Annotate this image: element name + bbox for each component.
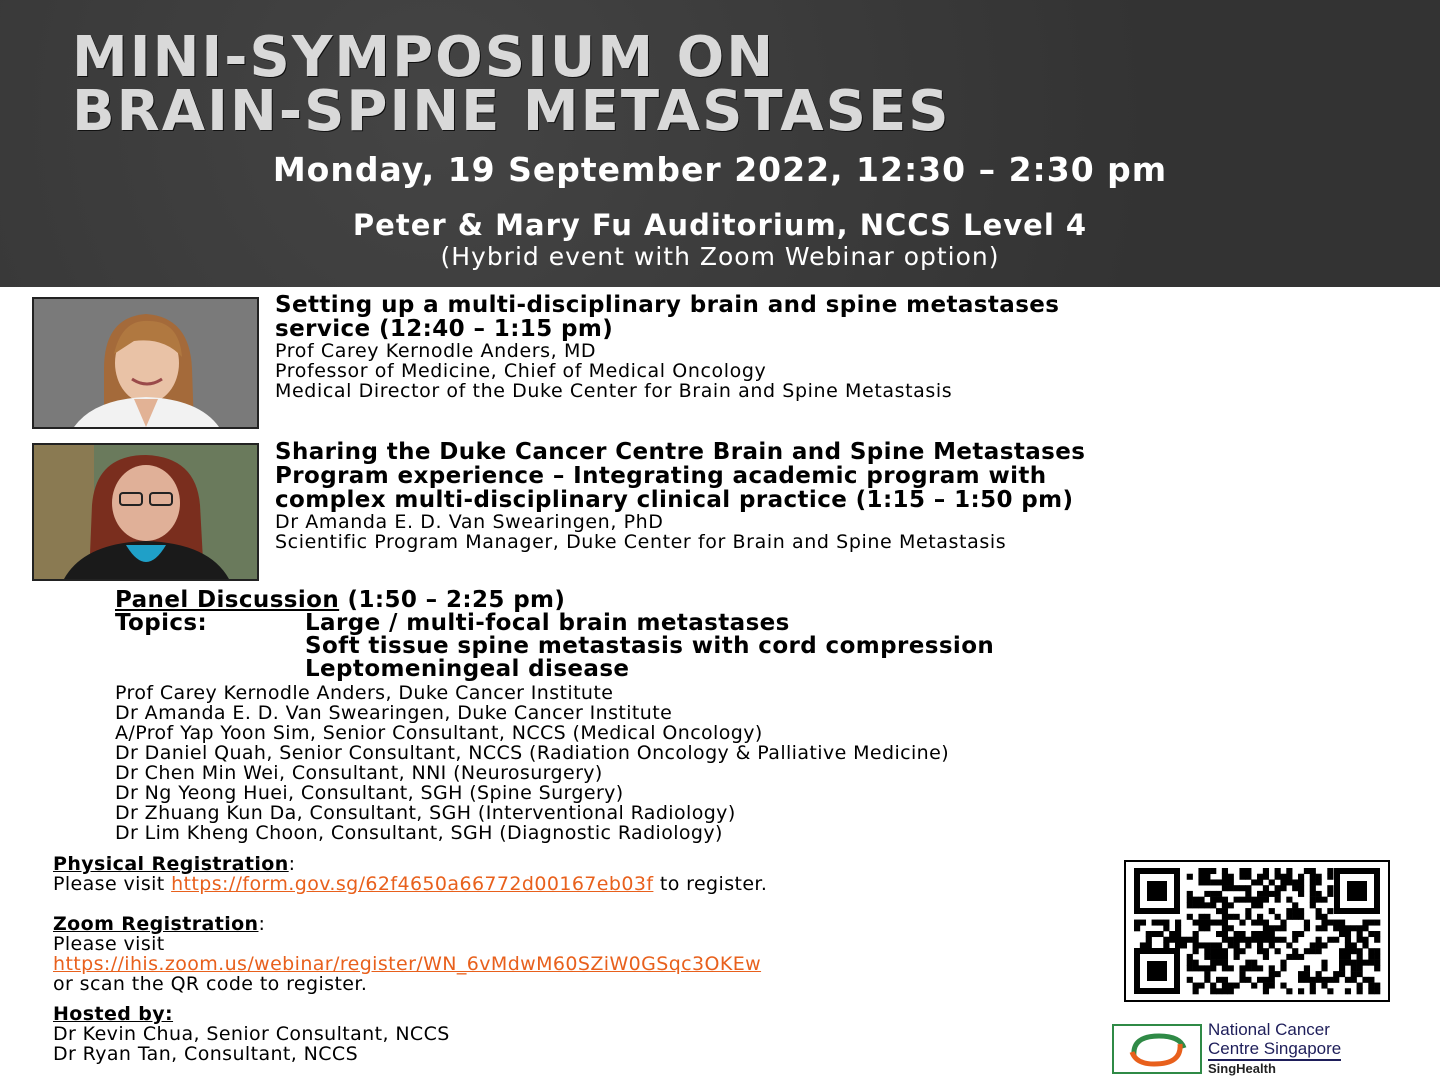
logo-line-2: Centre Singapore: [1208, 1039, 1341, 1061]
hosts-heading: Hosted by:: [53, 1003, 174, 1025]
qr-code[interactable]: [1124, 860, 1390, 1002]
zoom-registration-heading: Zoom Registration: [53, 913, 259, 935]
talk-2: [275, 440, 1085, 552]
talk-1-title-line-1: Setting up a multi-disciplinary brain and spine metastases: [275, 292, 1060, 318]
nccs-logo: [1112, 1020, 1412, 1076]
talk-2-title-line-2: Program experience – Integrating academic program with: [275, 463, 1047, 489]
panel-heading: Panel Discussion: [115, 587, 340, 613]
physical-registration-suffix: to register.: [653, 873, 768, 895]
physical-registration-heading: Physical Registration: [53, 853, 289, 875]
topic-item: Leptomeningeal disease: [305, 656, 630, 682]
topic-item: Soft tissue spine metastasis with cord compression: [305, 633, 995, 659]
portrait-illustration: [34, 445, 257, 579]
physical-registration: [53, 854, 767, 894]
host-item: Dr Kevin Chua, Senior Consultant, NCCS: [53, 1023, 450, 1045]
talk-1: [275, 293, 1059, 401]
talk-2-speaker-role: Scientific Program Manager, Duke Center for Brain and Spine Metastasis: [275, 531, 1007, 553]
zoom-registration: [53, 914, 761, 994]
header-banner: [0, 0, 1440, 287]
talk-2-title-line-1: Sharing the Duke Cancer Centre Brain and Spine Metastases: [275, 439, 1086, 465]
speaker-photo-carey-anders: [32, 297, 259, 429]
panel-time: (1:50 – 2:25 pm): [339, 587, 566, 613]
logo-line-3: SingHealth: [1208, 1061, 1276, 1076]
event-date: Monday, 19 September 2022, 12:30 – 2:30 pm: [272, 150, 1168, 189]
heading-colon: :: [258, 913, 266, 935]
topic-item: Large / multi-focal brain metastases: [305, 610, 790, 636]
panel-heading-line: [115, 588, 994, 612]
panelist-item: Dr Lim Kheng Choon, Consultant, SGH (Diagnostic Radiology): [115, 822, 723, 844]
talk-2-speaker-name: Dr Amanda E. D. Van Swearingen, PhD: [275, 511, 664, 533]
panelist-item: Dr Ng Yeong Huei, Consultant, SGH (Spine Surgery): [115, 782, 624, 804]
event-title-line-1: MINI-SYMPOSIUM ON: [72, 25, 776, 90]
panel-topics: [115, 612, 994, 681]
panelist-item: Dr Zhuang Kun Da, Consultant, SGH (Interventional Radiology): [115, 802, 736, 824]
talk-1-speaker-role: Professor of Medicine, Chief of Medical Oncology: [275, 360, 767, 382]
nccs-logo-mark: [1112, 1024, 1202, 1074]
event-format: (Hybrid event with Zoom Webinar option): [440, 242, 1000, 271]
qr-code-icon: [1126, 862, 1388, 1000]
event-title-line-2: BRAIN-SPINE METASTASES: [72, 79, 951, 144]
talk-1-speaker-affiliation: Medical Director of the Duke Center for Brain and Spine Metastasis: [275, 380, 953, 402]
topics-label: Topics:: [115, 610, 208, 636]
talk-1-title-line-2: service (12:40 – 1:15 pm): [275, 316, 614, 342]
nccs-logo-text: [1208, 1020, 1341, 1077]
panelist-item: Dr Chen Min Wei, Consultant, NNI (Neurosurgery): [115, 762, 603, 784]
logo-line-1: National Cancer: [1208, 1020, 1330, 1039]
panelist-item: A/Prof Yap Yoon Sim, Senior Consultant, NCCS (Medical Oncology): [115, 722, 763, 744]
talk-1-speaker-name: Prof Carey Kernodle Anders, MD: [275, 340, 597, 362]
zoom-registration-link[interactable]: https://ihis.zoom.us/webinar/register/WN_6vMdwM60SZiW0GSqc3OKEw: [53, 953, 762, 975]
speaker-photo-amanda-van-swearingen: [32, 443, 259, 581]
host-item: Dr Ryan Tan, Consultant, NCCS: [53, 1043, 359, 1065]
talk-2-title-line-3: complex multi-disciplinary clinical practice (1:15 – 1:50 pm): [275, 487, 1074, 513]
nccs-emblem-icon: [1114, 1026, 1200, 1072]
panelist-item: Prof Carey Kernodle Anders, Duke Cancer Institute: [115, 682, 614, 704]
panel-discussion: [115, 588, 994, 843]
physical-registration-prefix: Please visit: [53, 873, 172, 895]
panelist-list: [115, 683, 994, 843]
event-venue: Peter & Mary Fu Auditorium, NCCS Level 4: [352, 208, 1088, 242]
hosts: [53, 1004, 450, 1064]
physical-registration-link[interactable]: https://form.gov.sg/62f4650a66772d00167eb03f: [171, 873, 654, 895]
zoom-registration-suffix: or scan the QR code to register.: [53, 973, 368, 995]
zoom-registration-prefix: Please visit: [53, 933, 165, 955]
panelist-item: Dr Amanda E. D. Van Swearingen, Duke Cancer Institute: [115, 702, 673, 724]
heading-colon: :: [288, 853, 296, 875]
portrait-illustration: [34, 299, 257, 427]
panelist-item: Dr Daniel Quah, Senior Consultant, NCCS (Radiation Oncology & Palliative Medicine): [115, 742, 950, 764]
